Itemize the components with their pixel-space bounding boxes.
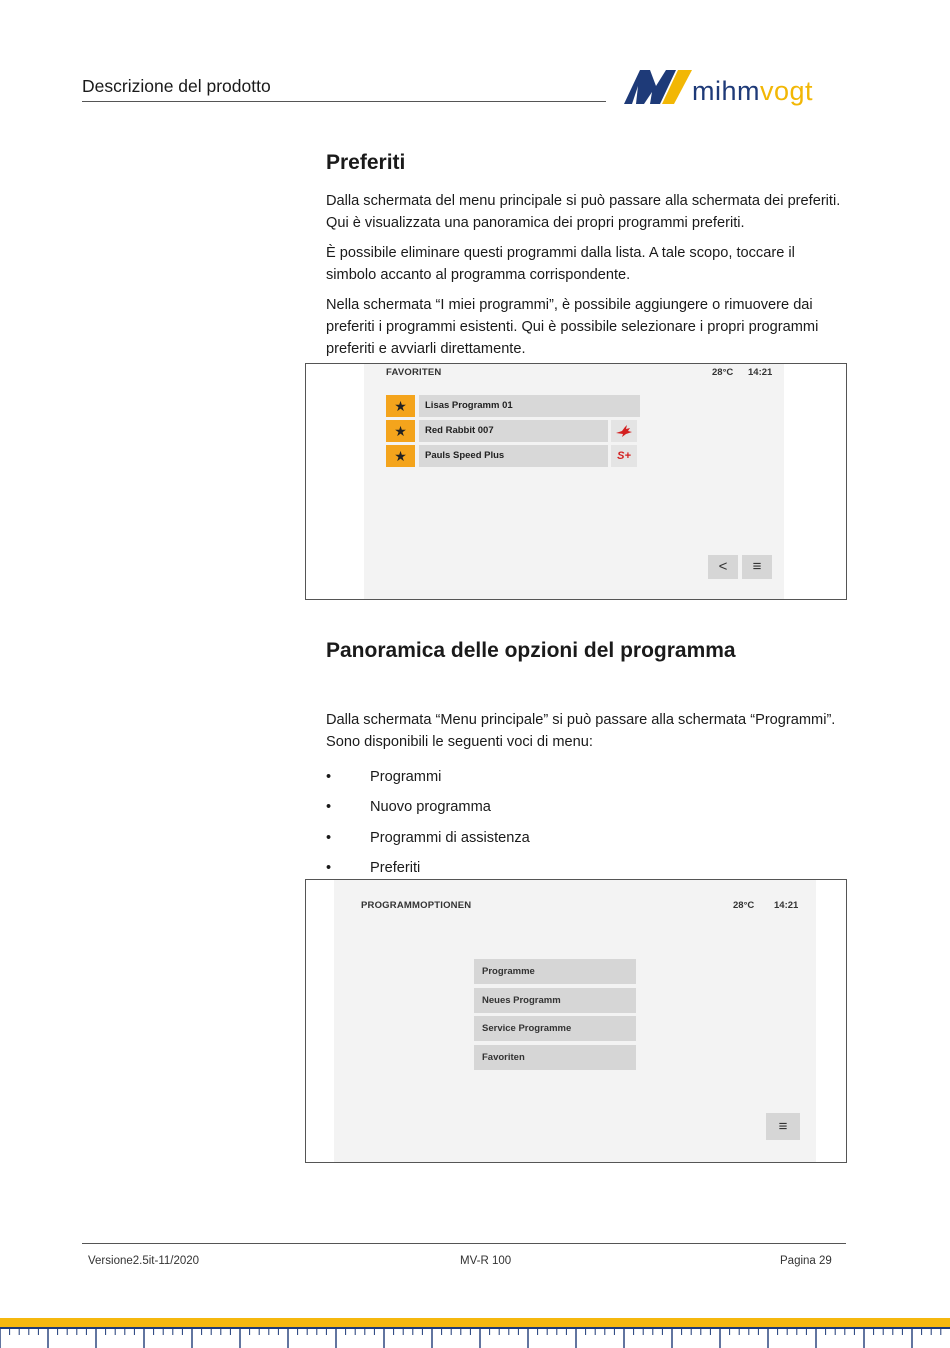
list-item: • Programmi di assistenza	[326, 829, 530, 846]
mihmvogt-logo	[622, 66, 852, 112]
mv-logo-mark-icon	[622, 68, 692, 108]
section-heading-preferiti: Preferiti	[326, 151, 406, 174]
screen-title: FAVORITEN	[386, 367, 442, 378]
program-options-screen	[334, 880, 816, 1162]
favorites-screenshot-frame	[305, 363, 847, 600]
footer-model: MV-R 100	[460, 1255, 512, 1267]
menu-icon: ≡	[778, 1118, 788, 1135]
list-item: • Programmi	[326, 769, 442, 785]
option-new-program-button[interactable]: Neues Programm	[474, 988, 636, 1013]
menu-icon: ≡	[752, 558, 762, 575]
header-section-title: Descrizione del prodotto	[82, 76, 271, 96]
logo-wordmark: mihmvogt	[692, 76, 814, 106]
option-programme-button[interactable]: Programme	[474, 959, 636, 984]
favorite-item-label: Lisas Programm 01	[419, 395, 640, 417]
favorite-item-label: Pauls Speed Plus	[419, 445, 608, 467]
star-icon[interactable]: ★	[386, 445, 415, 467]
footer-page-number: Pagina 29	[780, 1255, 832, 1267]
favorites-screen	[364, 364, 784, 599]
decorative-ruler-band	[0, 1318, 950, 1327]
star-icon[interactable]: ★	[386, 395, 415, 417]
option-service-programs-button[interactable]: Service Programme	[474, 1016, 636, 1041]
options-menu	[474, 959, 636, 1071]
temperature-readout: 28°C	[712, 367, 734, 378]
back-icon: <	[718, 558, 728, 575]
program-options-screenshot-frame	[305, 879, 847, 1163]
favorite-item[interactable]	[386, 395, 640, 417]
paragraph: Dalla schermata del menu principale si può passare alla schermata dei preferiti. Qui è visualizzata una panoramica dei propri programmi preferiti.	[326, 193, 841, 231]
speed-plus-icon[interactable]: S+	[611, 445, 637, 467]
rabbit-icon[interactable]	[611, 420, 637, 442]
favorite-item[interactable]	[386, 420, 640, 442]
clock-readout: 14:21	[774, 900, 799, 911]
section-heading-program-options: Panoramica delle opzioni del programma	[326, 639, 736, 662]
footer-divider	[82, 1243, 846, 1244]
back-button[interactable]	[708, 555, 738, 579]
header-divider	[82, 101, 606, 102]
temperature-readout: 28°C	[733, 900, 755, 911]
favorite-item[interactable]	[386, 445, 640, 467]
footer-version: Versione2.5it-11/2020	[88, 1255, 200, 1267]
option-favorites-button[interactable]: Favoriten	[474, 1045, 636, 1070]
menu-items-list	[326, 766, 726, 887]
screen-title: PROGRAMMOPTIONEN	[361, 900, 472, 911]
favorite-item-label: Red Rabbit 007	[419, 420, 608, 442]
menu-button[interactable]	[742, 555, 772, 579]
decorative-ruler	[0, 1327, 950, 1348]
star-icon[interactable]: ★	[386, 420, 415, 442]
paragraph: Nella schermata “I miei programmi”, è possibile aggiungere o rimuovere dai preferiti i programmi esistenti. Qui è possibile selezionare i propri programmi preferiti e avviarli direttamente.	[326, 297, 819, 357]
list-item: • Nuovo programma	[326, 799, 491, 816]
clock-readout: 14:21	[748, 367, 773, 378]
paragraph: È possibile eliminare questi programmi dalla lista. A tale scopo, toccare il simbolo accanto al programma corrispondente.	[326, 245, 795, 283]
list-item: • Preferiti	[326, 859, 421, 876]
paragraph: Dalla schermata “Menu principale” si può passare alla schermata “Programmi”. Sono disponibili le seguenti voci di menu:	[326, 712, 836, 750]
menu-button[interactable]	[766, 1113, 800, 1140]
